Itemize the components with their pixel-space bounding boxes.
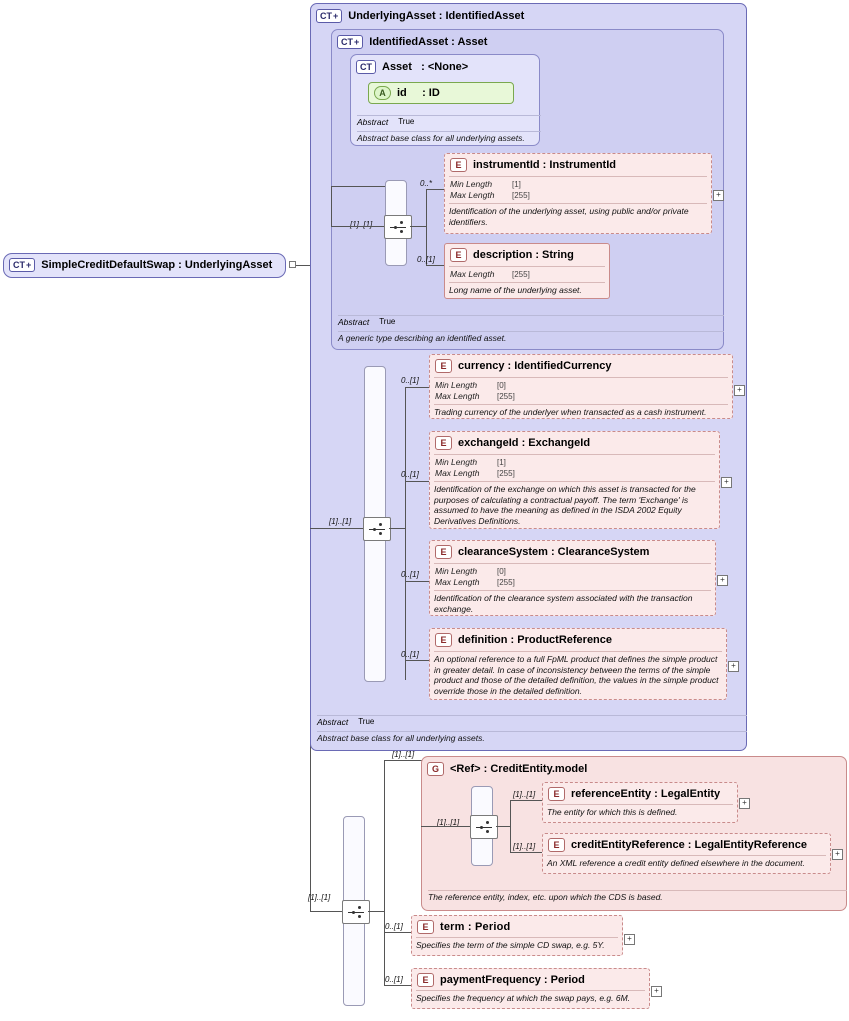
element-creditentityreference[interactable] xyxy=(542,833,831,874)
element-definition-label: definition : ProductReference xyxy=(458,634,613,646)
abstract-label: Abstract xyxy=(357,117,389,127)
underlyingasset-sequence-multiplicity: [1]..[1] xyxy=(329,517,352,526)
bottom-sequence-multiplicity: [1]..[1] xyxy=(308,893,331,902)
connector-to-paymentfrequency xyxy=(384,985,412,986)
connector-outerseq-out xyxy=(389,528,405,529)
element-creditentityreference-expander[interactable]: + xyxy=(832,849,843,860)
element-currency-expander[interactable]: + xyxy=(734,385,745,396)
element-description-label: description : String xyxy=(473,249,574,261)
connector-to-currency xyxy=(405,387,430,388)
underlyingasset-sequence-icon[interactable] xyxy=(363,517,391,541)
element-currency-description: Trading currency of the underlyer when transacted as a cash instrument. xyxy=(434,407,707,417)
connector-underlyingasset-in xyxy=(310,528,363,529)
element-referenceentity-expander[interactable]: + xyxy=(739,798,750,809)
term-multiplicity: 0..[1] xyxy=(385,922,403,931)
element-term-description: Specifies the term of the simple CD swap, e.g. 5Y. xyxy=(416,940,605,950)
facet-min-length: Min Length [1] xyxy=(435,457,506,467)
element-exchangeid[interactable] xyxy=(429,431,720,529)
abstract-value: True xyxy=(398,117,415,126)
facet-max-length: Max Length [255] xyxy=(435,468,515,478)
group-creditentity-description: The reference entity, index, etc. upon which the CDS is based. xyxy=(428,892,663,902)
element-definition-expander[interactable]: + xyxy=(728,661,739,672)
facet-min-length: Min Length [0] xyxy=(435,566,506,576)
element-icon: E xyxy=(450,158,467,172)
connector-identifiedasset-branch xyxy=(331,186,332,226)
identifiedasset-sequence-multiplicity: [1]..[1] xyxy=(350,220,373,229)
connector-to-creditentity-group xyxy=(384,760,422,761)
referenceentity-multiplicity: [1]..[1] xyxy=(513,790,536,799)
connector-group-seq-out xyxy=(496,826,510,827)
divider xyxy=(357,115,541,116)
exchangeid-multiplicity: 0..[1] xyxy=(401,470,419,479)
element-exchangeid-description: Identification of the exchange on which this asset is transacted for the purposes of calculating a contractual payoff. The term 'Exchange' is assumed to have the meaning as defined in the ISDA 2002 Equity Derivatives Definitions. xyxy=(434,484,696,526)
identifiedasset-abstract xyxy=(334,317,720,327)
currency-multiplicity: 0..[1] xyxy=(401,376,419,385)
group-sequence-icon[interactable] xyxy=(470,815,498,839)
element-clearancesystem[interactable] xyxy=(429,540,716,616)
element-icon: E xyxy=(450,248,467,262)
abstract-label: Abstract xyxy=(338,317,370,327)
divider xyxy=(338,315,724,316)
element-clearancesystem-expander[interactable]: + xyxy=(717,575,728,586)
asset-description: Abstract base class for all underlying assets. xyxy=(357,133,525,143)
element-paymentfrequency-expander[interactable]: + xyxy=(651,986,662,997)
identifiedasset-label: IdentifiedAsset : Asset xyxy=(369,36,488,48)
facet-max-length: Max Length [255] xyxy=(435,391,515,401)
facet-min-length: Min Length [1] xyxy=(450,179,521,189)
connector-to-definition xyxy=(405,660,430,661)
connector-to-exchangeid xyxy=(405,481,430,482)
element-currency[interactable] xyxy=(429,354,733,419)
connector-group-split xyxy=(510,800,511,852)
group-creditentity-label: <Ref> : CreditEntity.model xyxy=(450,763,588,775)
element-paymentfrequency-description: Specifies the frequency at which the swap pays, e.g. 6M. xyxy=(416,993,631,1003)
underlyingasset-description: Abstract base class for all underlying assets. xyxy=(317,733,485,743)
complex-type-icon: CT + xyxy=(9,258,35,272)
creditentityreference-multiplicity: [1]..[1] xyxy=(513,842,536,851)
connector-to-instrumentid xyxy=(426,189,446,190)
root-node-simplecreditdefaultswap[interactable] xyxy=(3,253,286,278)
element-term-expander[interactable]: + xyxy=(624,934,635,945)
complex-type-icon: CT + xyxy=(316,9,342,23)
clearancesystem-multiplicity: 0..[1] xyxy=(401,570,419,579)
asset-label: Asset : <None> xyxy=(382,61,469,73)
connector-outerseq-split xyxy=(405,387,406,680)
element-icon: E xyxy=(435,633,452,647)
element-instrumentid-description: Identification of the underlying asset, using public and/or private identifiers. xyxy=(449,206,689,227)
element-instrumentid-label: instrumentId : InstrumentId xyxy=(473,159,616,171)
facet-max-length: Max Length [255] xyxy=(435,577,515,587)
connector-group-seq-in xyxy=(421,826,470,827)
abstract-label: Abstract xyxy=(317,717,349,727)
divider xyxy=(428,890,847,891)
connector-identifiedasset-top xyxy=(331,186,385,187)
attribute-id-label: id : ID xyxy=(397,87,440,99)
element-exchangeid-expander[interactable]: + xyxy=(721,477,732,488)
element-paymentfrequency-label: paymentFrequency : Period xyxy=(440,974,585,986)
identifiedasset-sequence-icon[interactable] xyxy=(384,215,412,239)
element-instrumentid-expander[interactable]: + xyxy=(713,190,724,201)
attribute-icon: A xyxy=(374,86,391,100)
element-icon: E xyxy=(435,545,452,559)
element-exchangeid-label: exchangeId : ExchangeId xyxy=(458,437,591,449)
connector-bottom-split xyxy=(384,760,385,985)
identifiedasset-description: A generic type describing an identified asset. xyxy=(338,333,507,343)
connector-to-clearancesystem xyxy=(405,581,430,582)
element-referenceentity-description: The entity for which this is defined. xyxy=(547,807,678,817)
facet-max-length: Max Length [255] xyxy=(450,190,530,200)
element-instrumentid[interactable] xyxy=(444,153,712,234)
root-node-label: SimpleCreditDefaultSwap : UnderlyingAsset xyxy=(41,259,273,271)
element-referenceentity[interactable] xyxy=(542,782,738,823)
connector-to-description xyxy=(426,265,446,266)
element-clearancesystem-description: Identification of the clearance system associated with the transaction exchange. xyxy=(434,593,693,614)
element-icon: E xyxy=(435,359,452,373)
connector-identifiedasset-in xyxy=(331,226,384,227)
description-multiplicity: 0..[1] xyxy=(417,255,435,264)
divider xyxy=(357,131,541,132)
element-creditentityreference-description: An XML reference a credit entity defined elsewhere in the document. xyxy=(547,858,805,868)
divider xyxy=(317,715,747,716)
underlyingasset-label: UnderlyingAsset : IdentifiedAsset xyxy=(348,10,525,22)
element-icon: E xyxy=(417,973,434,987)
element-description[interactable] xyxy=(444,243,610,299)
group-sequence-multiplicity: [1]..[1] xyxy=(437,818,460,827)
element-definition-description: An optional reference to a full FpML product that defines the simple product in greater detail. In case of inconsistency between the terms of the simple product and those of the detailed definition, the values in the simple product override those in the detailed definition. xyxy=(434,654,719,696)
divider xyxy=(338,331,724,332)
connector-seq-out xyxy=(410,226,426,227)
paymentfrequency-multiplicity: 0..[1] xyxy=(385,975,403,984)
complex-type-icon: CT xyxy=(356,60,376,74)
element-currency-label: currency : IdentifiedCurrency xyxy=(458,360,612,372)
element-creditentityreference-label: creditEntityReference : LegalEntityReference xyxy=(571,839,807,851)
instrumentid-multiplicity: 0..* xyxy=(420,179,433,188)
group-icon: G xyxy=(427,762,444,776)
facet-min-length: Min Length [0] xyxy=(435,380,506,390)
element-paymentfrequency[interactable] xyxy=(411,968,650,1009)
connector-root-to-underlyingasset xyxy=(296,265,310,266)
asset-abstract xyxy=(353,117,537,127)
element-icon: E xyxy=(417,920,434,934)
connector-to-referenceentity xyxy=(510,800,543,801)
abstract-value: True xyxy=(358,717,375,726)
complex-type-icon: CT + xyxy=(337,35,363,49)
underlyingasset-abstract xyxy=(313,717,743,727)
abstract-value: True xyxy=(379,317,396,326)
element-icon: E xyxy=(435,436,452,450)
element-icon: E xyxy=(548,787,565,801)
element-definition[interactable] xyxy=(429,628,727,700)
facet-max-length: Max Length [255] xyxy=(450,269,530,279)
attribute-id[interactable] xyxy=(368,82,514,104)
root-expand-stub[interactable] xyxy=(289,261,296,268)
connector-bottom-seq-out xyxy=(368,911,384,912)
creditentity-group-multiplicity: [1]..[1] xyxy=(392,750,415,759)
connector-seq-split xyxy=(426,189,427,265)
connector-to-creditentityreference xyxy=(510,852,543,853)
definition-multiplicity: 0..[1] xyxy=(401,650,419,659)
connector-bottom-seq-in xyxy=(310,911,342,912)
divider xyxy=(317,731,747,732)
connector-to-term xyxy=(384,932,412,933)
element-referenceentity-label: referenceEntity : LegalEntity xyxy=(571,788,721,800)
element-term-label: term : Period xyxy=(440,921,511,933)
element-icon: E xyxy=(548,838,565,852)
element-term[interactable] xyxy=(411,915,623,956)
element-clearancesystem-label: clearanceSystem : ClearanceSystem xyxy=(458,546,650,558)
element-description-description: Long name of the underlying asset. xyxy=(449,285,582,295)
bottom-sequence-icon[interactable] xyxy=(342,900,370,924)
